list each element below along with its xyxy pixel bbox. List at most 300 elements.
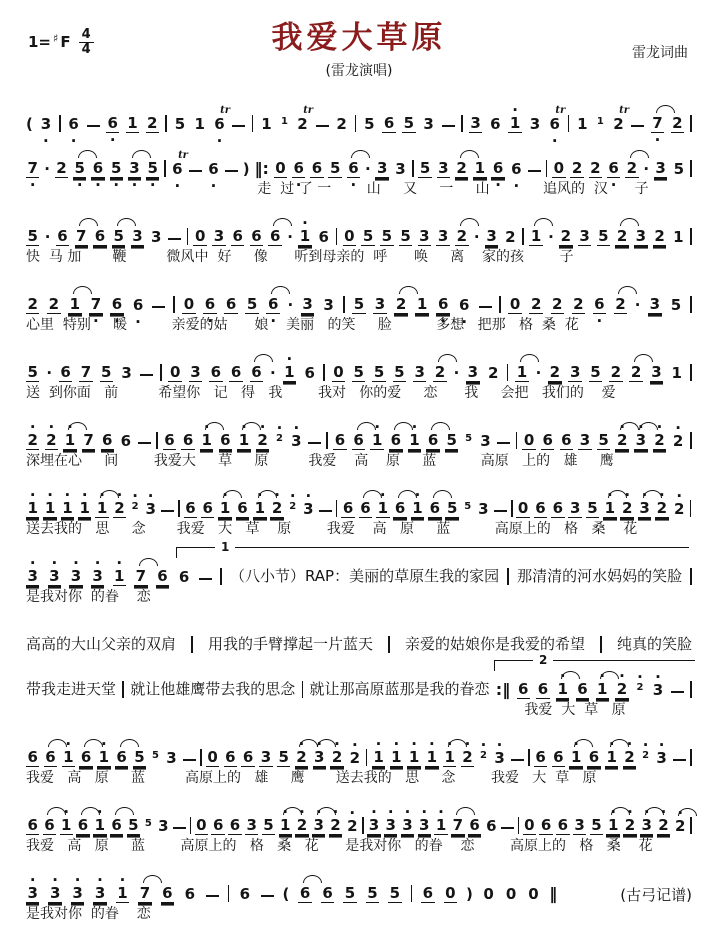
note: 0 — [196, 816, 207, 834]
barline — [178, 500, 180, 517]
music-line-7 — [26, 483, 692, 518]
music-line-2 — [26, 143, 692, 178]
note: · 1 — [218, 500, 231, 518]
slur-arc — [223, 490, 242, 498]
note: · 1 — [283, 364, 296, 382]
note: 1 — [671, 364, 682, 382]
slur-arc — [678, 808, 697, 816]
note: 3 — [486, 227, 497, 245]
inline-lyric-text: 用我的手臂撑起一片蓝天 — [207, 635, 373, 653]
note: 6 — [229, 816, 241, 834]
note: 6 — [239, 885, 251, 903]
duration-dash — [138, 442, 151, 444]
note: 5 — [353, 295, 365, 313]
note: 6 — [185, 499, 196, 517]
note: 5 — [27, 363, 38, 381]
note: 3 — [323, 296, 334, 314]
performer-note: (雷龙演唱) — [325, 63, 393, 79]
note: · 3 — [26, 885, 39, 903]
inline-lyric-text: 高高的大山父亲的双肩 — [26, 635, 177, 653]
note: 6 · — [207, 161, 220, 178]
note: 6 — [490, 115, 501, 133]
note: 6 — [552, 499, 564, 517]
note: · 2 — [113, 500, 126, 518]
lyrics-line-2: 走 过 了 一 山 又 一 山 追风的 汉 子 — [26, 181, 649, 197]
note: 3 — [190, 363, 201, 381]
augmentation-dot: · — [453, 364, 460, 382]
note: · 3 — [640, 817, 653, 835]
barline — [366, 749, 368, 766]
note: 5 — [446, 499, 458, 517]
note: 5 — [246, 295, 258, 313]
note: · 2 — [346, 818, 359, 835]
note: 6 · — [203, 296, 216, 314]
note: 6 — [428, 500, 441, 518]
note: 5 — [598, 431, 609, 449]
note: 7 · — [26, 160, 39, 178]
system-2 — [26, 143, 692, 201]
note: · 1 — [63, 432, 76, 450]
note: · 3 — [290, 433, 303, 450]
slur-arc — [254, 354, 273, 362]
note: · 1 — [434, 817, 447, 835]
note: 6 — [220, 431, 231, 449]
note: 5 — [373, 363, 385, 381]
note: 6 — [251, 227, 262, 245]
note: 5 — [381, 227, 393, 245]
grace-note: 5 — [144, 818, 152, 829]
note: 3 — [374, 295, 386, 313]
note: 3 — [480, 432, 491, 450]
note: 6 — [389, 432, 402, 450]
note: 5 · — [110, 160, 123, 178]
barline — [522, 228, 524, 245]
slur-arc — [656, 105, 675, 113]
barline — [336, 500, 338, 517]
note: 5 — [419, 159, 431, 177]
barline — [690, 817, 692, 834]
parenthesis: ) — [242, 160, 250, 178]
note: · 1 — [113, 568, 126, 586]
note: · 1 — [43, 500, 56, 518]
barline — [507, 568, 509, 585]
slur-arc — [303, 875, 322, 883]
music-line-6 — [26, 415, 692, 450]
lyrics-line-3: 快 马 加 鞭 微风中 好 像 听到母亲的 呼 唤 离 家的孩 子 — [26, 249, 574, 265]
note: 0 — [207, 748, 218, 766]
note: 2 — [629, 364, 642, 382]
note: 5 — [590, 363, 601, 381]
note: 6 · — [91, 160, 104, 178]
note: 6 — [242, 748, 254, 766]
note: 3 — [649, 295, 661, 313]
note: 5 — [263, 816, 274, 834]
note: 3 — [376, 159, 388, 177]
barline — [302, 681, 304, 698]
note: · 3 — [312, 817, 325, 835]
slur-arc — [78, 150, 97, 158]
note: · 1 — [279, 817, 292, 835]
note: · 1 — [116, 885, 129, 903]
note: 3 — [569, 499, 581, 517]
slur-arc — [620, 422, 639, 430]
note: 6 — [322, 884, 333, 902]
notation-source-note: (古弓记谱) — [620, 886, 692, 904]
note: 3 — [121, 364, 132, 382]
augmentation-dot: · — [473, 228, 480, 246]
note: 3 — [655, 159, 666, 177]
barline — [220, 568, 222, 585]
note: · 2 — [620, 500, 633, 518]
music-line-5 — [26, 347, 692, 382]
note: · 1 — [508, 115, 521, 133]
duration-dash — [225, 170, 238, 172]
duration-dash — [308, 442, 321, 444]
slur-arc — [460, 150, 479, 158]
note: · 1 — [556, 681, 569, 699]
note: 2 — [27, 295, 38, 313]
note: · 2 — [657, 817, 670, 835]
duration-dash — [199, 578, 212, 580]
note: · 3 — [655, 750, 668, 767]
lyrics-line-11: 我爱 高 原 蓝 高原上的 雄 鹰 送去我的 思 念 我爱 大 草 原 — [26, 770, 597, 786]
note: 6 — [225, 295, 237, 313]
slur-arc — [79, 218, 98, 226]
note: 2 — [615, 228, 628, 246]
note: 3 — [395, 160, 406, 178]
note: 6 — [426, 432, 439, 450]
note: 6 · — [436, 296, 449, 314]
note: 3 — [246, 816, 257, 834]
note: 6 · — [458, 297, 471, 314]
trill-mark: tr — [555, 105, 566, 116]
note: 6 — [79, 749, 92, 767]
slur-arc — [634, 354, 653, 362]
note: 3 — [437, 227, 449, 245]
system-4 — [26, 279, 692, 337]
note: · 2 — [674, 818, 687, 835]
note: 0 — [524, 816, 535, 834]
note: 6 — [393, 500, 406, 518]
note: 6 — [102, 431, 113, 449]
note: 6 — [383, 114, 395, 132]
note: 3 — [151, 228, 162, 246]
system-8 — [26, 540, 692, 609]
note: 5 — [174, 115, 186, 133]
duration-dash — [479, 306, 492, 308]
note: 5 — [446, 431, 457, 449]
note: · 2 — [615, 681, 628, 699]
note: 6 — [318, 228, 329, 246]
slur-arc — [534, 218, 553, 226]
note: 7 — [75, 228, 88, 246]
barline — [362, 817, 364, 834]
slur-arc — [351, 150, 370, 158]
score — [26, 98, 692, 926]
note: · 2 — [45, 432, 58, 450]
note: · 1 — [200, 432, 213, 450]
note: 6 — [210, 363, 222, 381]
note: 2 — [552, 295, 563, 313]
music-line-11 — [26, 732, 692, 767]
note: 7 · — [651, 115, 664, 133]
barline — [190, 817, 192, 834]
note: 6 — [561, 431, 572, 449]
header — [26, 12, 692, 98]
barline — [252, 115, 254, 132]
note: 3 — [635, 227, 647, 245]
augmentation-dot: · — [535, 364, 542, 382]
note: · 1 — [408, 432, 421, 450]
note: · 1 — [606, 817, 619, 835]
note: 6 — [304, 364, 315, 382]
note: · 3 — [144, 501, 157, 518]
slur-arc — [456, 807, 475, 815]
note: 2 — [487, 364, 499, 382]
duration-dash — [442, 125, 455, 127]
grace-note: 1 — [596, 116, 604, 127]
note: · 3 — [48, 885, 61, 903]
note: 2 — [654, 227, 665, 245]
note: 6 — [157, 567, 168, 585]
note: 6 — [27, 748, 38, 766]
note: · 3 — [418, 817, 431, 835]
slur-arc — [394, 422, 413, 430]
music-line-13 — [26, 868, 692, 903]
note: 0 — [517, 499, 529, 517]
grace-note: · 2 — [130, 501, 140, 512]
slur-arc — [620, 218, 639, 226]
grace-note: 1 — [281, 116, 288, 127]
note: · 1 — [95, 500, 108, 518]
barline — [165, 115, 167, 132]
barline — [507, 364, 509, 381]
note: 5 — [329, 159, 341, 177]
duration-dash — [671, 691, 684, 693]
note: 6 — [422, 884, 434, 902]
note: 5 — [598, 227, 609, 245]
augmentation-dot: · — [287, 228, 293, 246]
augmentation-dot: · — [287, 296, 294, 314]
barline — [173, 296, 175, 313]
note: 6 — [535, 499, 546, 517]
note: 5 — [400, 227, 411, 245]
note: · 2 — [256, 432, 269, 450]
barline — [326, 432, 328, 449]
barline — [528, 749, 530, 766]
inline-lyric-text: （八小节）RAP：美丽的草原生我的家园 — [229, 567, 500, 585]
duration-dash — [140, 374, 153, 376]
note: 2 — [614, 296, 627, 314]
note: 6 — [535, 748, 546, 766]
note: · 3 — [71, 885, 84, 903]
volta-label: 1 — [215, 540, 235, 554]
note: 1 — [68, 296, 81, 314]
slur-arc — [273, 218, 292, 226]
lyrics-line-4: 心里 特别 暖 亲爱的姑 娘 美丽 的笑 脸 多想 把那 格 桑 花 — [26, 317, 579, 333]
barline — [518, 817, 520, 834]
duration-dash — [511, 759, 524, 761]
note: 5 — [362, 227, 374, 245]
barline — [690, 160, 692, 177]
note: · 2 — [623, 817, 636, 835]
note: 6 — [232, 227, 243, 245]
note: 7 — [83, 431, 94, 449]
slur-arc — [73, 286, 92, 294]
repeat-barline: ‖: — [254, 159, 269, 178]
note: 5 — [670, 296, 682, 314]
barline — [511, 500, 513, 517]
note: 3 — [158, 817, 169, 835]
time-signature-numerator: 4 — [79, 28, 94, 43]
note: 1 — [194, 115, 205, 133]
note: 1 — [529, 228, 542, 246]
note: 5 — [134, 748, 145, 766]
note: · 3 — [493, 750, 506, 767]
note: 2 — [610, 363, 622, 381]
note: 1 — [515, 364, 528, 382]
note: 6 — [518, 680, 529, 698]
inline-lyric-text: 带我走进天堂 — [26, 680, 117, 698]
note: 3 — [414, 363, 425, 381]
inline-lyric-text: 就让他雄鹰带去我的思念 — [130, 680, 296, 698]
lyrics-line-5: 送 到你面 前 希望你 记 得 我 我对 你的爱 恋 我 会把 我们的 爱 — [26, 385, 616, 401]
note: 6 tr · — [171, 161, 184, 178]
barline — [228, 885, 230, 902]
note: 6 — [342, 499, 354, 517]
barline — [323, 364, 325, 381]
note: 6 — [577, 680, 588, 698]
note: 1 — [416, 295, 428, 313]
note: · 1 — [569, 749, 582, 767]
note: 2 — [48, 295, 59, 313]
note: · 3 — [638, 500, 651, 518]
note: · 2 — [461, 749, 474, 767]
note: 6 — [225, 748, 236, 766]
note: · 1 — [26, 500, 39, 518]
note: · 2 — [671, 433, 684, 450]
note: · 3 — [634, 432, 647, 450]
lyrics-line-13: 是我对你 的眷 恋 — [26, 906, 151, 922]
note: · 3 — [48, 568, 61, 586]
key-note: F — [60, 33, 71, 52]
note: 6 — [540, 816, 552, 834]
duration-dash — [497, 442, 510, 444]
barline — [156, 432, 158, 449]
trill-mark: tr — [303, 105, 314, 116]
duration-dash — [319, 510, 332, 512]
note: 2 — [530, 295, 542, 313]
slur-arc — [68, 422, 87, 430]
note: 5 · — [73, 160, 86, 178]
duration-dash — [261, 895, 274, 897]
slur-arc — [205, 422, 224, 430]
duration-dash — [173, 827, 186, 829]
slur-arc — [357, 422, 376, 430]
duration-dash — [87, 125, 100, 127]
lyrics-line-12: 我爱 高 原 蓝 高原上的 格 桑 花 是我对你 的眷 恋 高原上的 格 桑 花 — [26, 838, 653, 854]
note: 6 · — [131, 297, 144, 314]
duration-dash — [673, 759, 686, 761]
barline — [516, 432, 518, 449]
note: 6 — [178, 568, 190, 586]
augmentation-dot: · — [46, 364, 53, 382]
note: 0 — [275, 159, 286, 177]
note: 6 — [557, 816, 569, 834]
note: 5 — [389, 884, 401, 902]
duration-dash — [528, 170, 541, 172]
note: 0 — [553, 159, 565, 177]
system-7 — [26, 483, 692, 541]
song-title: 我爱大草原 — [271, 20, 447, 56]
note: 2 — [455, 228, 468, 246]
note: 3 — [302, 295, 313, 313]
note: · 2 — [615, 432, 628, 450]
inline-lyric-text: 亲爱的姑娘你是我爱的希望 — [404, 635, 585, 653]
note: 7 — [138, 885, 151, 903]
note: 6 · — [292, 160, 305, 178]
trill-mark: tr — [178, 150, 188, 161]
slur-arc — [120, 739, 139, 747]
note: 0 — [183, 295, 195, 313]
lyrics-line-7: 送去我的 思 念 我爱 大 草 原 我爱 高 原 蓝 高原上的 格 桑 花 — [26, 521, 638, 537]
note: · 2 — [329, 817, 342, 835]
note: 6 · — [347, 160, 360, 178]
barline — [546, 160, 548, 177]
note: 6 — [537, 680, 549, 698]
note: 0 — [344, 227, 355, 245]
note: 3 — [213, 227, 225, 245]
trill-mark: tr — [220, 105, 230, 116]
note: 2 — [56, 159, 67, 177]
volta-bracket-2 — [494, 653, 695, 671]
barline — [164, 160, 166, 177]
slur-arc — [433, 490, 452, 498]
note: · 2 — [330, 749, 343, 767]
key-signature — [28, 28, 94, 56]
note: 6 — [202, 499, 213, 517]
duration-dash — [316, 125, 329, 127]
note: 3 — [579, 431, 591, 449]
note: · 1 — [411, 500, 424, 518]
note: · 2 — [348, 750, 361, 767]
note: 2 — [505, 228, 516, 246]
note: 0 — [483, 885, 494, 903]
note: 0 — [445, 884, 456, 902]
note: 6 — [212, 816, 224, 834]
note: 1 — [673, 228, 684, 246]
grace-note: · 2 — [641, 750, 651, 761]
note: 6 — [352, 432, 365, 450]
barline — [690, 296, 692, 313]
note: 2 — [394, 296, 407, 314]
barline — [690, 749, 692, 766]
note: · 1 — [372, 749, 385, 767]
note: 6 — [182, 431, 194, 449]
note: 6 — [164, 431, 175, 449]
note: 1 — [474, 159, 486, 177]
note: 2 — [571, 159, 583, 177]
note: 6 — [237, 499, 248, 517]
parenthesis: ( — [282, 885, 290, 903]
music-line-12 — [26, 800, 692, 835]
note: · 1 — [60, 817, 73, 835]
slur-arc — [460, 218, 479, 226]
note: 6 tr · — [548, 116, 561, 133]
barline — [122, 681, 124, 698]
system-3 — [26, 211, 692, 269]
note: · 1 — [605, 749, 618, 767]
